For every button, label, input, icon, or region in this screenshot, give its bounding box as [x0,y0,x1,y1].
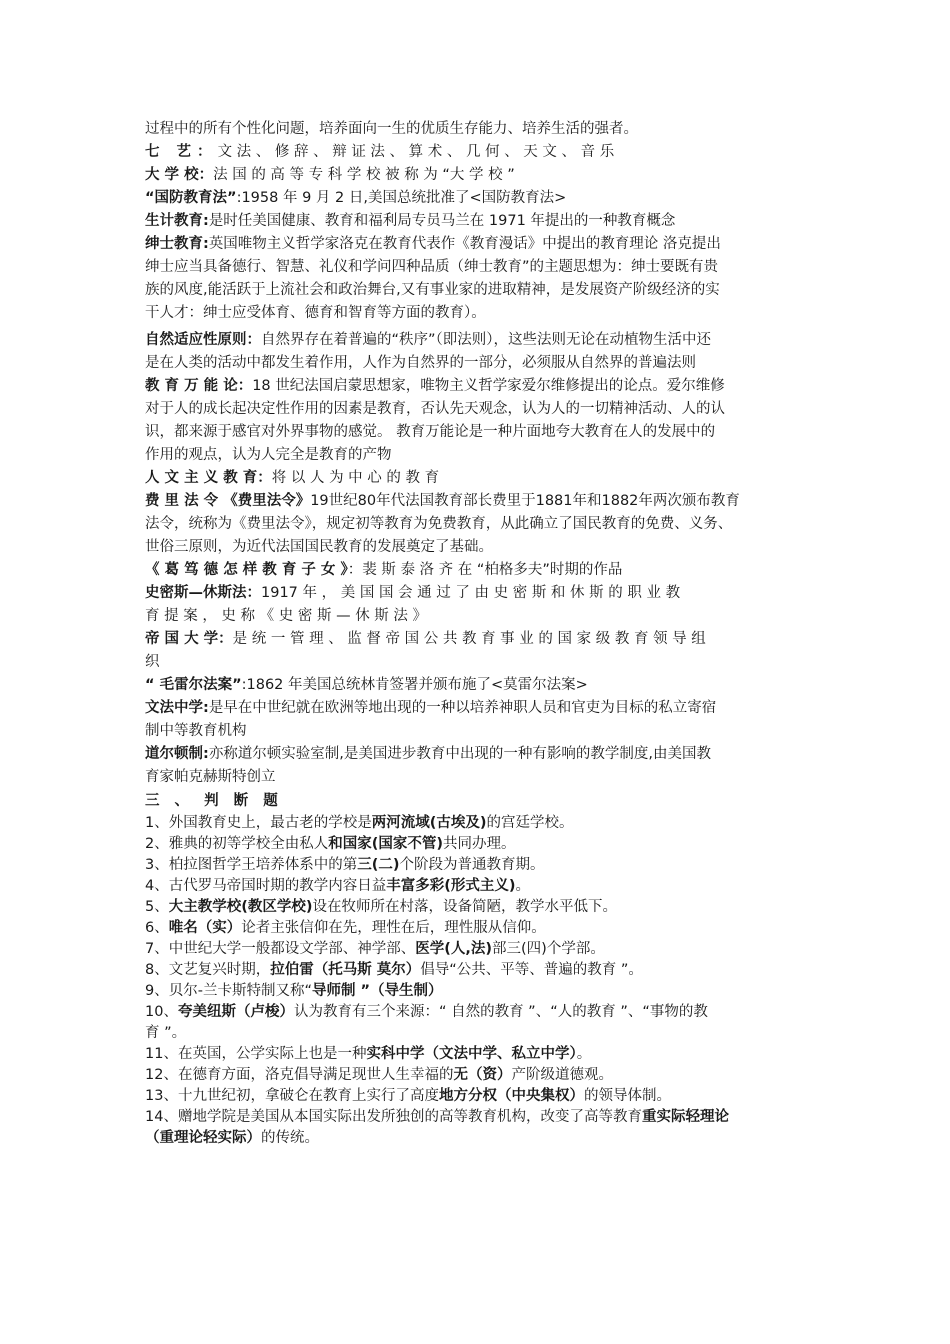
definition-text: 法令，统称为《费里法令》，规定初等教育为免费教育，从此确立了国民教育的免费、义务、 [145,516,733,532]
question-text-end: 的宫廷学校。 [486,815,574,831]
definition-text: ：裴 斯 泰 洛 齐 在 “柏格多夫”时期的作品 [347,562,623,578]
question-text-end: 倡导“公共、平等、普遍的教育 ”。 [420,962,643,978]
question-text-end: 。 [515,878,530,894]
question-text: 11、在英国，公学实际上也是一种 [145,1046,367,1062]
question-answer: 丰富多彩(形式主义) [386,878,516,894]
definition-line [145,375,810,398]
term: 文法中学: [145,700,209,716]
definition-line [145,651,810,674]
definition-line [145,256,810,279]
question-text-end: 个阶段为普通教育期。 [399,857,545,873]
definition-text: 作用的观点，认为人完全是教育的产物 [145,447,392,463]
question-text-end: 。 [576,1046,592,1062]
definition-line [145,210,810,233]
definition-text: 自然界存在着普遍的“秩序”（即法则），这些法则无论在动植物生活中还 [261,332,712,348]
definition-line [145,582,810,605]
question-line [145,1107,810,1128]
definition-line [145,766,810,789]
definition-text: 法 国 的 高 等 专 科 学 校 被 称 为 “大 学 校 ” [213,167,515,183]
definition-text: 是早在中世纪就在欧洲等地出现的一种以培养神职人员和官吏为目标的私立寄宿 [208,700,717,716]
term: 七 艺： [145,144,218,160]
question-answer: 医学(人,法) [415,941,492,957]
definition-line [145,141,810,164]
question-answer: 导师制 ”（导生制） [311,983,443,999]
question-text-end: 共同办理。 [443,836,516,852]
definition-text: 绅士应当具备德行、智慧、礼仪和学问四种品质（绅士教育”的主题思想为：绅士要既有贵 [145,259,719,275]
term: “ 毛雷尔法案” [145,677,242,693]
term: 费 里 法 令 《费里法令》 [145,493,311,509]
term: 道尔顿制: [145,746,209,762]
definition-text: 是 统 一 管 理 、 监 督 帝 国 公 共 教 育 事 业 的 国 家 级 教 育 领 导 组 [232,631,706,647]
term: 生计教育: [145,213,209,229]
definition-line [145,233,810,256]
question-answer: 拉伯雷（托马斯 莫尔） [270,962,421,978]
question-answer: 两河流域(古埃及) [371,815,487,831]
question-line [145,813,810,834]
question-text-end: 部三(四)个学部。 [492,941,605,957]
term: 绅士教育: [145,236,209,252]
definition-line [145,444,810,467]
question-text-end: 产阶级道德观。 [511,1067,613,1083]
definition-line [145,421,810,444]
question-text: 12、在德育方面，洛克倡导满足现世人生幸福的 [145,1067,454,1083]
question-line [145,876,810,897]
definition-text: 亦称道尔顿实验室制,是美国进步教育中出现的一种有影响的教学制度,由美国教 [208,746,712,762]
term: “国防教育法” [145,190,237,206]
definition-line [145,513,810,536]
definition-text: 织 [145,654,160,670]
question-text: 育 ”。 [145,1025,187,1041]
question-line [145,981,810,1002]
definition-text: 育 提 案 ， 史 称 《 史 密 斯 — 休 斯 法 》 [145,608,428,624]
question-text: 10、 [145,1004,178,1020]
question-text: 9、贝尔-兰卡斯特制又称“ [145,983,312,999]
definition-line [145,490,810,513]
definition-line [145,559,810,582]
question-text: 14、赠地学院是美国从本国实际出发所独创的高等教育机构，改变了高等教育 [145,1109,642,1125]
definition-text: 对于人的成长起决定性作用的因素是教育，否认先天观念，认为人的一切精神活动、人的认 [145,401,725,417]
term: 大 学 校： [145,167,214,183]
question-text-end: 设在牧师所在村落，设备简陋，教学水平低下。 [312,899,617,915]
page-content [145,118,810,1149]
term: 《 葛 笃 德 怎 样 教 育 子 女 》 [145,562,348,578]
question-answer: 大主教学校(教区学校) [168,899,313,915]
question-text-end: 的领导体制。 [583,1088,671,1104]
question-line [145,1065,810,1086]
question-line [145,1002,810,1023]
definition-line [145,605,810,628]
definition-text: 是时任美国健康、教育和福利局专员马兰在 1971 年提出的一种教育概念 [208,213,676,229]
question-text-end: 论者主张信仰在先，理性在后，理性服从信仰。 [241,920,546,936]
definition-line [145,697,810,720]
definition-line [145,118,810,141]
question-answer: 夸美纽斯（卢梭） [177,1004,294,1020]
question-line [145,1023,810,1044]
section-header: 三 、 判 断 题 [145,793,283,809]
question-answer: 唯名（实） [168,920,242,936]
term: 教 育 万 能 论： [145,378,253,394]
question-text-end: 认为教育有三个来源：“ 自然的教育 ”、“人的教育 ”、“事物的教 [293,1004,708,1020]
question-line [145,1128,810,1149]
definition-text: 世俗三原则，为近代法国国民教育的发展奠定了基础。 [145,539,493,555]
definition-text: 文 法 、 修 辞 、 辩 证 法 、 算 术 、 几 何 、 天 文 、 音 乐 [217,144,615,160]
definition-line [145,187,810,210]
definition-text: 英国唯物主义哲学家洛克在教育代表作《教育漫话》中提出的教育理论 洛克提出 [208,236,721,252]
question-answer: 地方分权（中央集权） [438,1088,584,1104]
question-text: 4、古代罗马帝国时期的教学内容日益 [145,878,387,894]
definition-line [145,352,810,375]
question-text: 2、雅典的初等学校全由私人 [145,836,329,852]
term: 人 文 主 义 教 育： [145,470,272,486]
definition-text: 将 以 人 为 中 心 的 教 育 [271,470,440,486]
question-answer: 和国家(国家不管) [328,836,443,852]
question-answer: 重实际轻理论 [641,1109,729,1125]
question-line [145,960,810,981]
definition-text: :1958 年 9 月 2 日,美国总统批准了<国防教育法> [236,190,567,206]
definition-line [145,398,810,421]
definition-text: 族的风度,能活跃于上流社会和政治舞台,又有事业家的进取精神，是发展资产阶级经济的实 [145,282,720,298]
question-text: 3、柏拉图哲学王培养体系中的第 [145,857,358,873]
question-text: 13、十九世纪初，拿破仑在教育上实行了高度 [145,1088,439,1104]
definition-text: 18 世纪法国启蒙思想家，唯物主义哲学家爱尔维修提出的论点。爱尔维修 [252,378,725,394]
term: 帝 国 大 学： [145,631,233,647]
definition-line [145,467,810,490]
question-line [145,918,810,939]
term: 史密斯—休斯法： [145,585,261,601]
definition-text: 是在人类的活动中都发生着作用，人作为自然界的一部分，必须服从自然界的普遍法则 [145,355,696,371]
question-text: 1、外国教育史上，最古老的学校是 [145,815,372,831]
question-text: 5、 [145,899,169,915]
definition-text: 过程中的所有个性化问题，培养面向一生的优质生存能力、培养生活的强者。 [145,121,638,137]
definition-line [145,674,810,697]
question-text: 6、 [145,920,169,936]
definition-line [145,536,810,559]
question-line [145,1086,810,1107]
definition-text: 育家帕克赫斯特创立 [145,769,276,785]
definition-line [145,329,810,352]
definition-line [145,279,810,302]
definition-text: :1862 年美国总统林肯签署并颁布施了<莫雷尔法案> [241,677,588,693]
question-text-end: 的传统。 [261,1130,319,1146]
definition-line [145,720,810,743]
definition-text: 制中等教育机构 [145,723,247,739]
question-text: 8、文艺复兴时期， [145,962,271,978]
question-line [145,939,810,960]
question-line [145,855,810,876]
question-answer: 实科中学（文法中学、私立中学） [366,1046,577,1062]
term: 自然适应性原则： [145,332,261,348]
definition-text: 干人才：绅士应受体育、德育和智育等方面的教育）。 [145,305,486,321]
question-answer: 三(二) [357,857,400,873]
definition-line [145,743,810,766]
definition-text: 19世纪80年代法国教育部长费里于1881年和1882年两次颁布教育 [310,493,740,509]
question-answer: （重理论轻实际） [145,1130,261,1146]
question-line [145,834,810,855]
question-answer: 无（资） [453,1067,512,1083]
definition-line [145,164,810,187]
definition-line [145,302,810,325]
definition-text: 识，都来源于感官对外界事物的感觉。 教育万能论是一种片面地夸大教育在人的发展中的 [145,424,716,440]
definition-text: 1917 年 ， 美 国 国 会 通 过 了 由 史 密 斯 和 休 斯 的 职 业 教 [261,585,681,601]
question-text: 7、中世纪大学一般都设文学部、神学部、 [145,941,416,957]
question-line [145,897,810,918]
definition-line [145,628,810,651]
question-line [145,1044,810,1065]
